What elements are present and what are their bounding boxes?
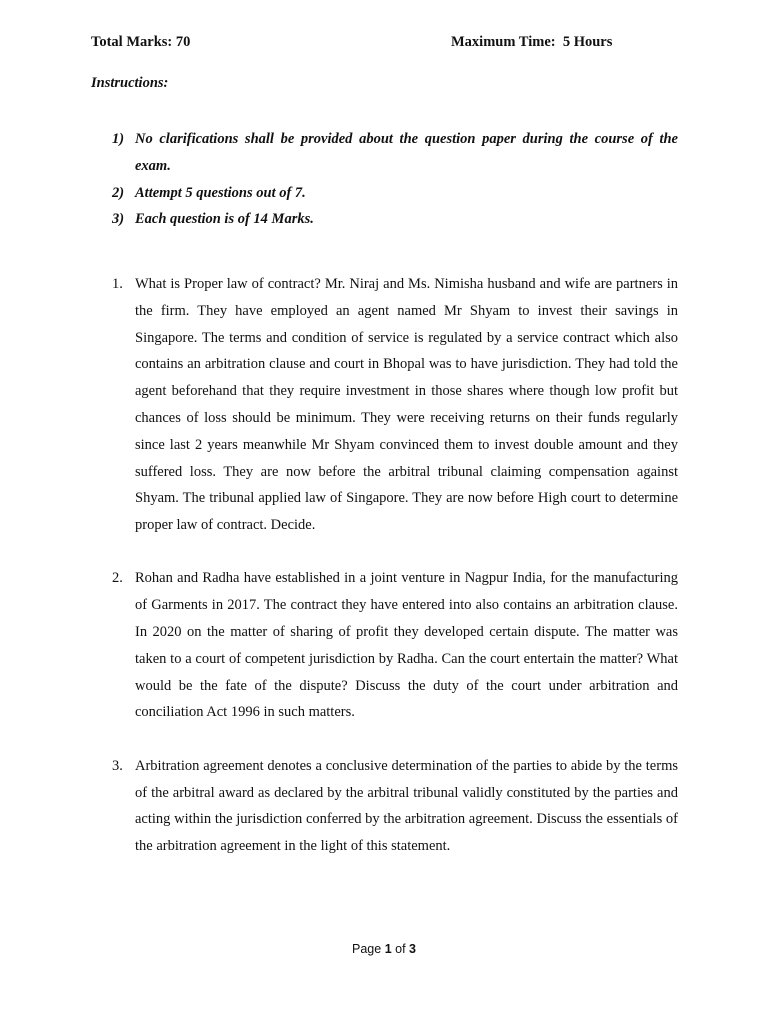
instruction-text: Attempt 5 questions out of 7. bbox=[135, 184, 306, 201]
question-number: 2. bbox=[112, 570, 123, 587]
maximum-time: Maximum Time: 5 Hours bbox=[451, 34, 613, 50]
exam-header bbox=[91, 34, 620, 54]
questions-list bbox=[112, 271, 678, 886]
instruction-text: Each question is of 14 Marks. bbox=[135, 211, 314, 228]
page-word: Page bbox=[352, 942, 382, 956]
instruction-item bbox=[112, 206, 678, 233]
current-page-number: 1 bbox=[384, 942, 392, 956]
question-text: Rohan and Radha have established in a joint venture in Nagpur India, for the manufacturing of Garments in 2017. The contract they have entered into also contains an arbitration clause. In 2020 on the matter of sharing of profit they developed certain dispute. The matter was taken to a court of competent jurisdiction by Radha. Can the court entertain the matter? What would be the fate of the dispute? Discuss the duty of the court under arbitration and conciliation Act 1996 in such matters. bbox=[135, 570, 678, 721]
instruction-number: 2) bbox=[112, 184, 125, 201]
page-footer bbox=[0, 942, 768, 956]
instructions-list bbox=[112, 126, 678, 233]
question-text: What is Proper law of contract? Mr. Niraj and Ms. Nimisha husband and wife are partners in the firm. They have employed an agent named Mr Shyam to invest their savings in Singapore. The terms and condition of service is regulated by a service contract which also contains an arbitration clause and court in Bhopal was to have jurisdiction. They had told the agent beforehand that they require investment in those shares where though low profit but chances of loss should be minimum. They were receiving returns on their funds regularly since last 2 years meanwhile Mr Shyam convinced them to invest double amount and they suffered loss. They are now before the arbitral tribunal claiming compensation against Shyam. The tribunal applied law of Singapore. They are now before High court to determine proper law of contract. Decide. bbox=[135, 276, 678, 534]
question-item bbox=[112, 753, 678, 860]
instruction-item bbox=[112, 126, 678, 180]
question-item bbox=[112, 271, 678, 539]
instruction-item bbox=[112, 180, 678, 207]
total-pages-number: 3 bbox=[409, 942, 416, 956]
instruction-text: No clarifications shall be provided about the question paper during the course of the exam. bbox=[135, 131, 678, 174]
instruction-number: 1) bbox=[112, 131, 125, 147]
total-marks: Total Marks: 70 bbox=[91, 34, 191, 50]
question-number: 1. bbox=[112, 276, 123, 292]
of-word: of bbox=[395, 942, 406, 956]
instructions-title: Instructions: bbox=[91, 75, 169, 91]
instruction-number: 3) bbox=[112, 211, 125, 228]
question-item bbox=[112, 565, 678, 726]
question-text: Arbitration agreement denotes a conclusive determination of the parties to abide by the terms of the arbitral award as declared by the arbitral tribunal validly constituted by the parties and acting within the jurisdiction conferred by the arbitration agreement. Discuss the essentials of the arbitration agreement in the light of this statement. bbox=[135, 757, 678, 855]
question-number: 3. bbox=[112, 757, 123, 774]
